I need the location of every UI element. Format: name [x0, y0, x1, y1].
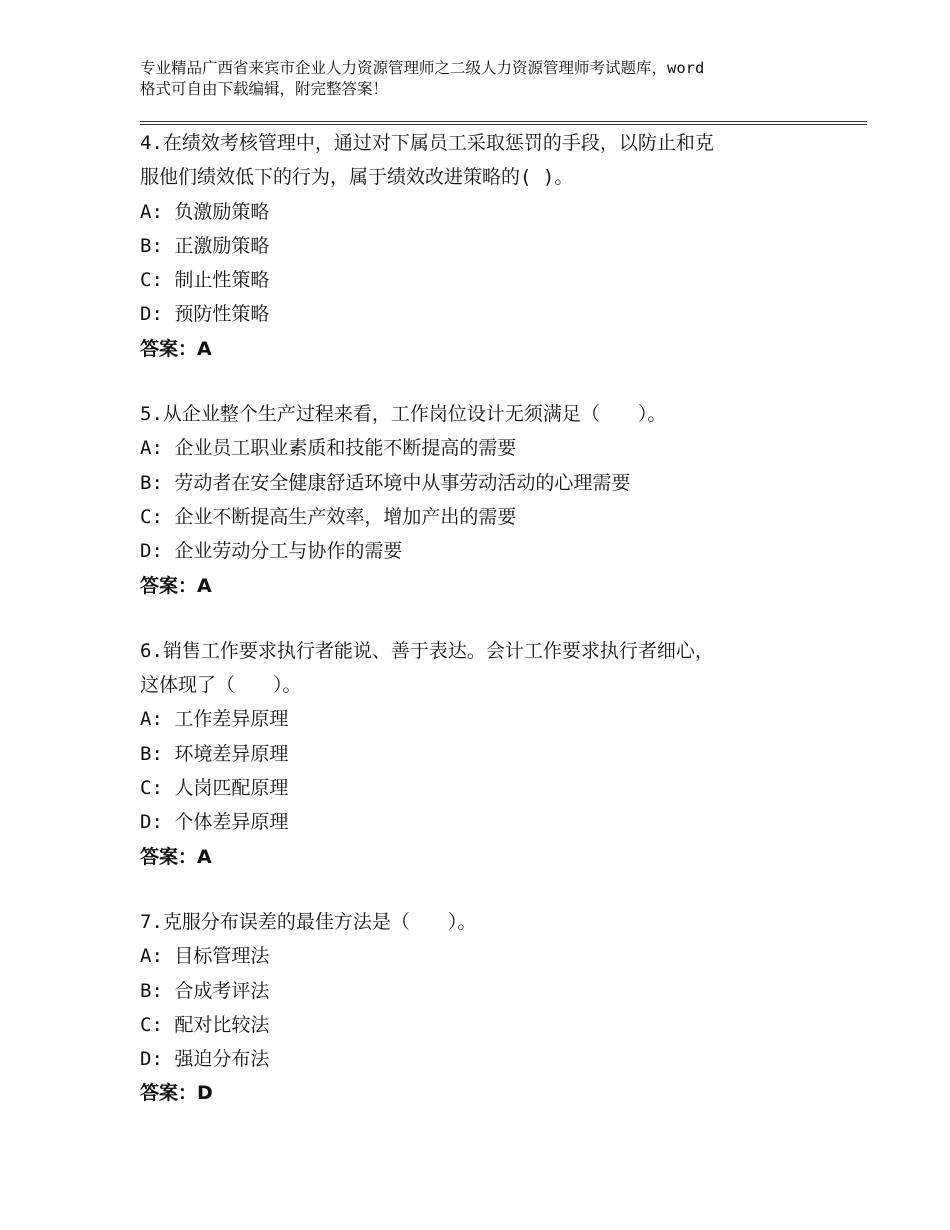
option-c: C: 企业不断提高生产效率，增加产出的需要	[140, 505, 517, 528]
option-d: D: 企业劳动分工与协作的需要	[140, 540, 403, 563]
question-5	[140, 397, 860, 603]
document-header	[140, 58, 840, 100]
option-a: A: 工作差异原理	[140, 708, 289, 731]
question-text-line: 6.销售工作要求执行者能说、善于表达。会计工作要求执行者细心，	[140, 639, 714, 662]
option-b: B: 环境差异原理	[140, 742, 289, 765]
option-a: A: 企业员工职业素质和技能不断提高的需要	[140, 437, 517, 460]
question-text-line: 7.克服分布误差的最佳方法是（ ）。	[140, 910, 477, 933]
question-text-line: 5.从企业整个生产过程来看，工作岗位设计无须满足（ ）。	[140, 403, 667, 426]
option-c: C: 人岗匹配原理	[140, 777, 289, 800]
header-rule-top	[140, 121, 867, 122]
question-text-line: 服他们绩效低下的行为，属于绩效改进策略的( )。	[140, 166, 574, 189]
option-c: C: 配对比较法	[140, 1013, 270, 1036]
option-d: D: 强迫分布法	[140, 1048, 270, 1071]
header-line-1: 专业精品广西省来宾市企业人力资源管理师之二级人力资源管理师考试题库，word	[140, 59, 705, 77]
question-text-line: 这体现了（ ）。	[140, 674, 302, 697]
answer: 答案：A	[140, 845, 212, 868]
answer: 答案：D	[140, 1082, 213, 1105]
question-list	[140, 126, 860, 1142]
option-c: C: 制止性策略	[140, 269, 270, 292]
option-b: B: 劳动者在安全健康舒适环境中从事劳动活动的心理需要	[140, 471, 631, 494]
question-6	[140, 634, 860, 874]
option-d: D: 个体差异原理	[140, 811, 289, 834]
option-a: A: 负激励策略	[140, 200, 270, 223]
header-line-2: 格式可自由下载编辑，附完整答案！	[140, 80, 389, 98]
header-rule-bottom	[140, 124, 867, 125]
answer: 答案：A	[140, 574, 212, 597]
answer: 答案：A	[140, 337, 212, 360]
question-text-line: 4.在绩效考核管理中，通过对下属员工采取惩罚的手段，以防止和克	[140, 132, 714, 154]
question-7	[140, 905, 860, 1111]
option-a: A: 目标管理法	[140, 945, 270, 968]
option-b: B: 正激励策略	[140, 234, 270, 257]
option-b: B: 合成考评法	[140, 979, 270, 1002]
question-4	[140, 126, 860, 366]
option-d: D: 预防性策略	[140, 303, 270, 326]
